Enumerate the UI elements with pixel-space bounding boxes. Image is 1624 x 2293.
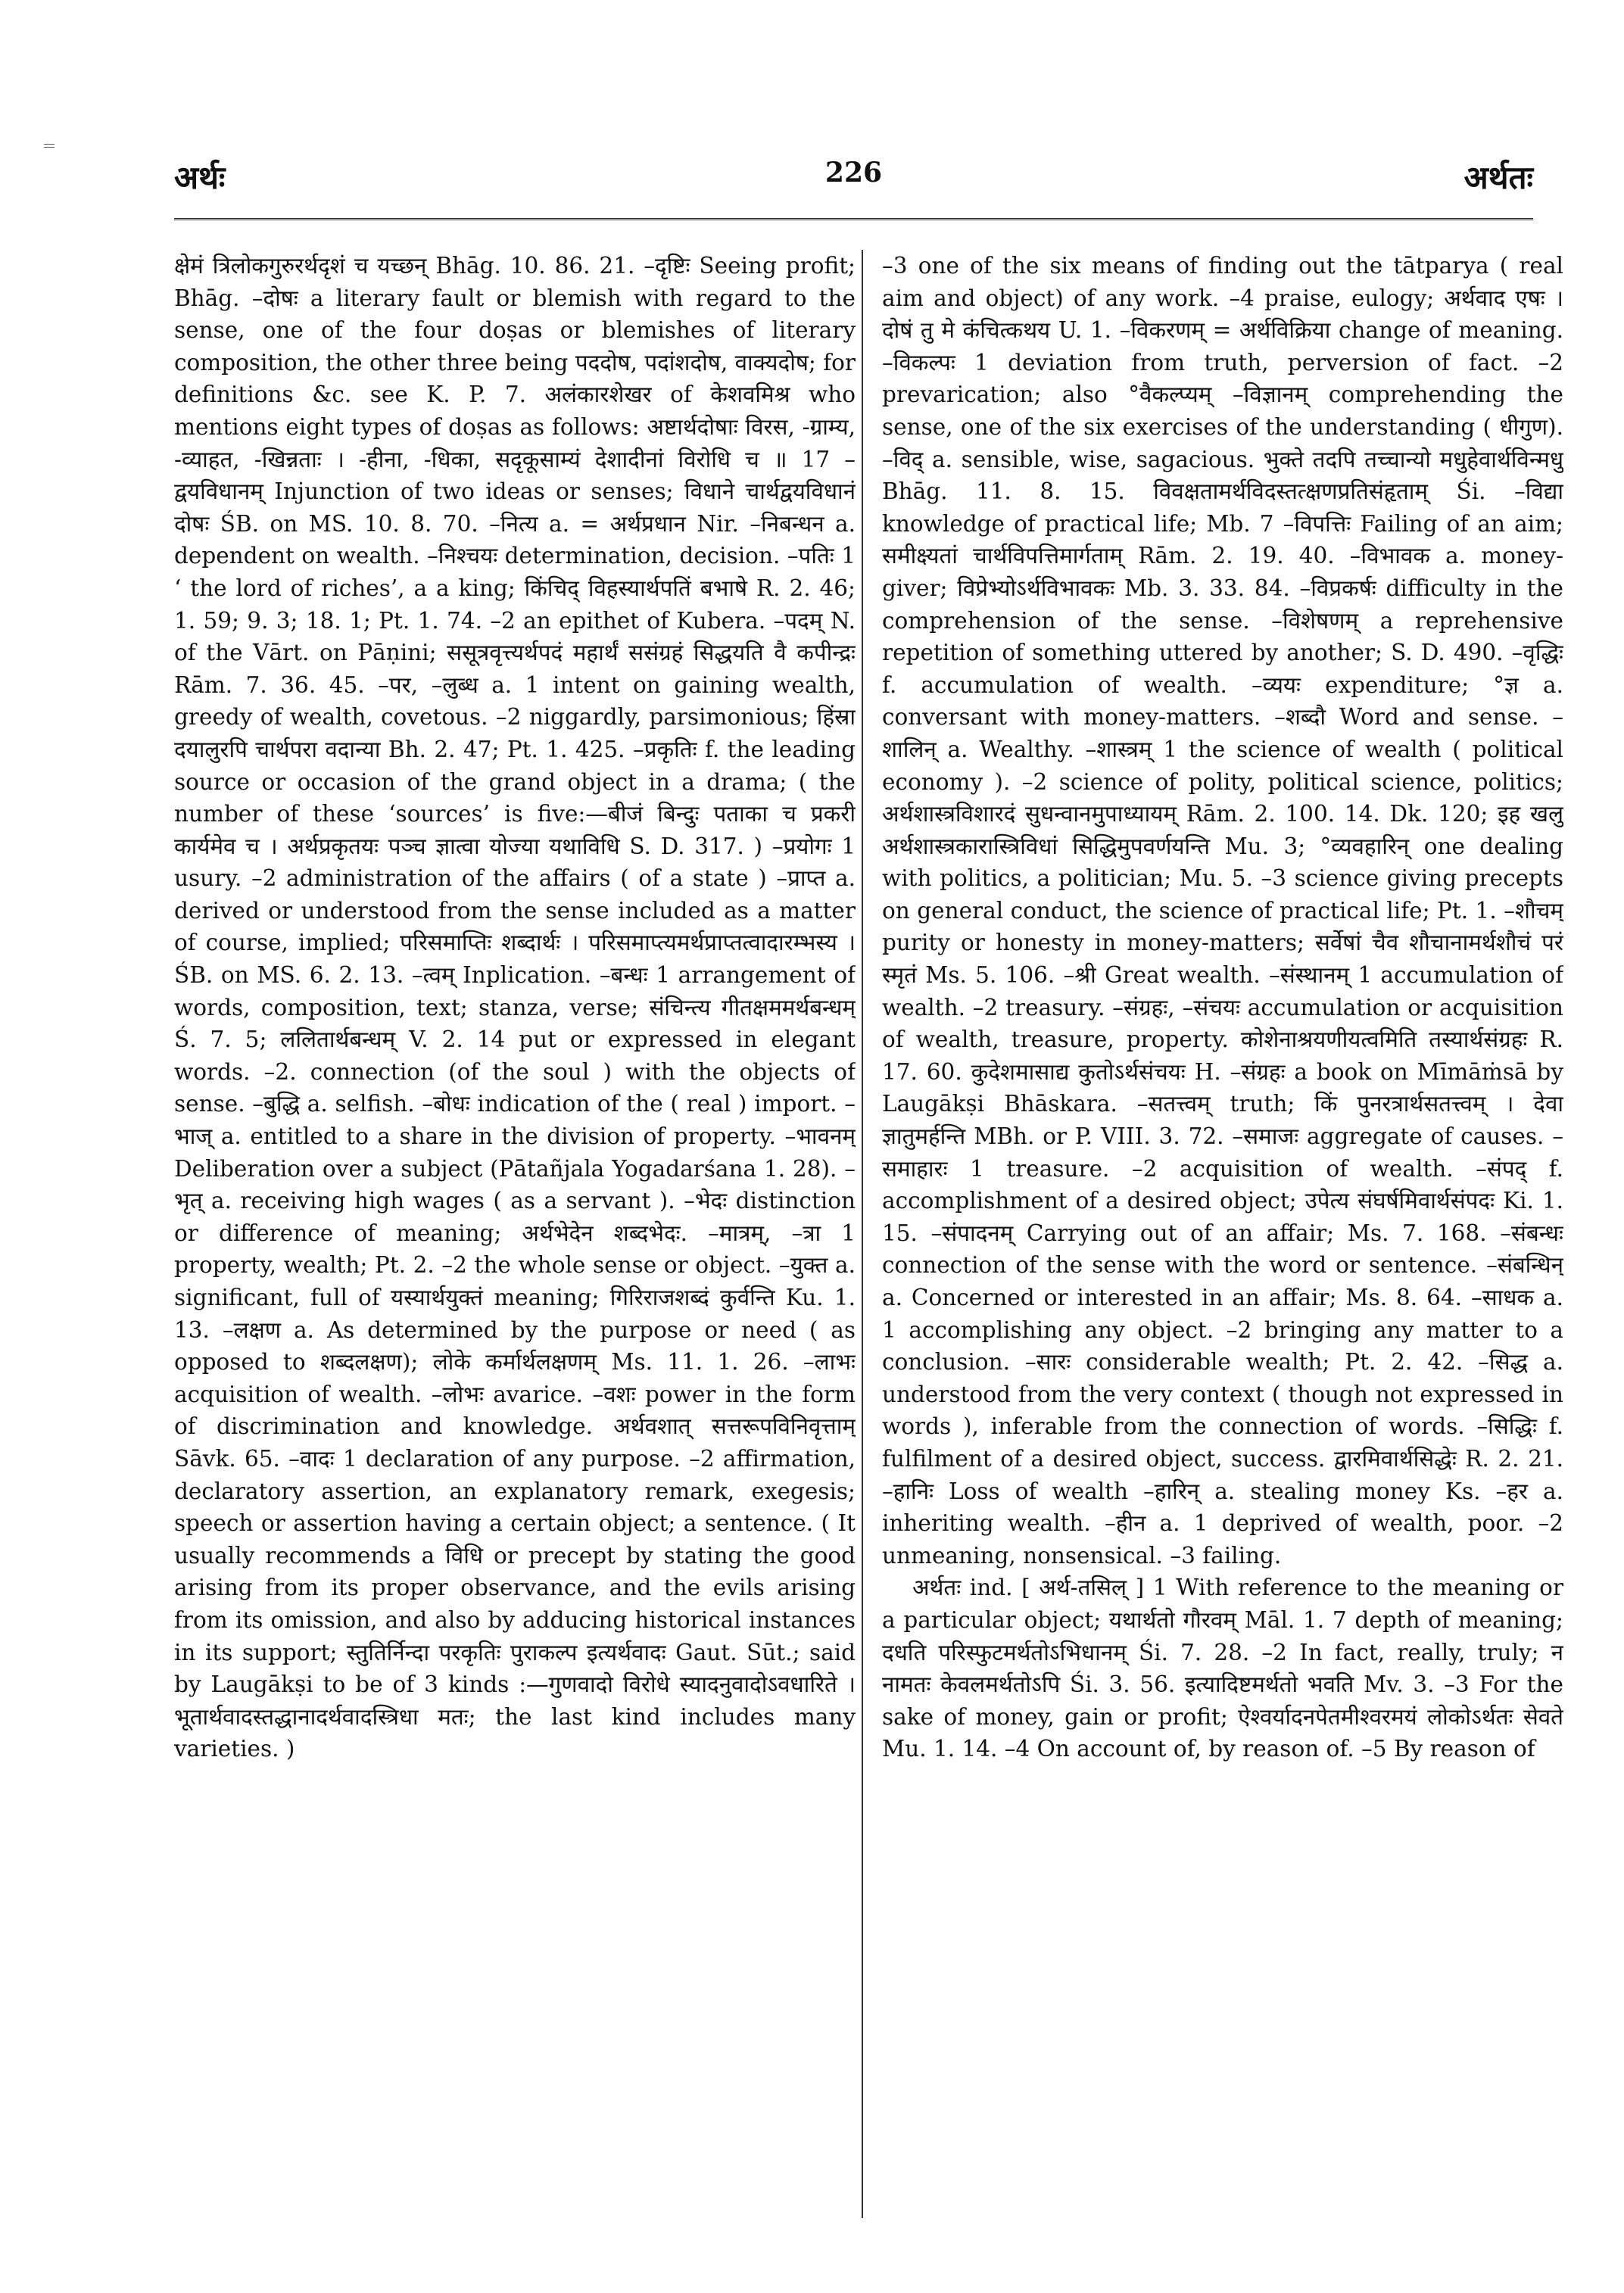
entry-arthatah: अर्थतः ind. [ अर्थ-तसिल् ] 1 With reference to the meaning or a particular object; यथार्थतो गौरवम् Māl. 1. 7 depth of meaning; दधति परिस्फुटमर्थतोऽभिधानम् Śi. 7. 28. –2 In fact, really, truly; न नामतः केवलमर्थतोऽपि Śi. 3. 56. इत्यादिष्टमर्थतो भवति Mv. 3. –3 For the sake of money, gain or profit; ऐश्वर्यादनपेतमीश्वरमयं लोकोऽर्थतः सेवते Mu. 1. 14. –4 On account of, by reason of. –5 By reason of [882,1575,1563,1762]
right-column-continuation: –3 one of the six means of finding out the tātparya ( real aim and object) of any work. –4 praise, eulogy; अर्थवाद एषः । दोषं तु मे कंचित्कथय U. 1. –विकरणम् = अर्थविक्रिया change of meaning. –विकल्पः 1 deviation from truth, perversion of fact. –2 prevarication; also °वैकल्प्यम् –विज्ञानम् comprehending the sense, one of the six exercises of the understanding ( धीगुण). –विद् a. sensible, wise, sagacious. भुक्ते तदपि तच्चान्यो मधुहेवार्थविन्मधु Bhāg. 11. 8. 15. विवक्षतामर्थविदस्तत्क्षणप्रतिसंहृताम् Śi. –विद्या knowledge of practical life; Mb. 7 –विपत्तिः Failing of an aim; समीक्ष्यतां चार्थविपत्तिमार्गताम् Rām. 2. 19. 40. –विभावक a. money-giver; विप्रेभ्योऽर्थविभावकः Mb. 3. 33. 84. –विप्रकर्षः difficulty in the comprehension of the sense. –विशेषणम् a reprehensive repetition of something uttered by another; S. D. 490. –वृद्धिः f. accumulation of wealth. –व्ययः expenditure; °ज्ञ a. conversant with money-matters. –शब्दौ Word and sense. –शालिन् a. Wealthy. –शास्त्रम् 1 the science of wealth ( political economy ). –2 science of polity, political science, politics; अर्थशास्त्रविशारदं सुधन्वानमुपाध्यायम् Rām. 2. 100. 14. Dk. 120; इह खलु अर्थशास्त्रकारास्त्रिविधां सिद्धिमुपवर्णयन्ति Mu. 3; °व्यवहारिन् one dealing with politics, a politician; Mu. 5. –3 science giving precepts on general conduct, the science of practical life; Pt. 1. –शौचम् purity or honesty in money-matters; सर्वेषां चैव शौचानामर्थशौचं परं स्मृतं Ms. 5. 106. –श्री Great wealth. –संस्थानम् 1 accumulation of wealth. –2 treasury. –संग्रहः, –संचयः accumulation or acquisition of wealth, treasure, property. कोशेनाश्रयणीयत्वमिति तस्यार्थसंग्रहः R. 17. 60. कुदेशमासाद्य कुतोऽर्थसंचयः H. –संग्रहः a book on Mīmāṁsā by Laugākṣi Bhāskara. –सतत्त्वम् truth; किं पुनरत्रार्थसतत्त्वम् । देवा ज्ञातुमर्हन्ति MBh. or P. VIII. 3. 72. –समाजः aggregate of causes. –समाहारः 1 treasure. –2 acquisition of wealth. –संपद् f. accomplishment of a desired object; उपेत्य संघर्षमिवार्थसंपदः Ki. 1. 15. –संपादनम् Carrying out of an affair; Ms. 7. 168. –संबन्धः connection of the sense with the word or sentence. –संबन्धिन् a. Concerned or interested in an affair; Ms. 8. 64. –साधक a. 1 accomplishing any object. –2 bringing any matter to a conclusion. –सारः considerable wealth; Pt. 2. 42. –सिद्ध a. understood from the very context ( though not expressed in words ), inferable from the connection of words. –सिद्धिः f. fulfilment of a desired object, success. द्वारमिवार्थसिद्धेः R. 2. 21. –हानिः Loss of wealth –हारिन् a. stealing money Ks. –हर a. inheriting wealth. –हीन a. 1 deprived of wealth, poor. –2 unmeaning, nonsensical. –3 failing. [882,253,1563,1569]
margin-mark [44,144,55,148]
right-column [882,250,1563,2248]
left-column-text: क्षेमं त्रिलोकगुरुरर्थदृशं च यच्छन् Bhāg. 10. 86. 21. –दृष्टिः Seeing profit; Bhāg. –दोषः a literary fault or blemish with regard to the sense, one of the four doṣas or blemishes of literary composition, the other three being पददोष, पदांशदोष, वाक्यदोष; for definitions &c. see K. P. 7. अलंकारशेखर of केशवमिश्र who mentions eight types of doṣas as follows: अष्टार्थदोषाः विरस, -ग्राम्य, -व्याहत, -खिन्नताः । -हीना, -धिका, सदृकूसाम्यं देशादीनां विरोधि च ॥ 17 –द्वयविधानम् Injunction of two ideas or senses; विधाने चार्थद्वयविधानं दोषः ŚB. on MS. 10. 8. 70. –नित्य a. = अर्थप्रधान Nir. –निबन्धन a. dependent on wealth. –निश्चयः determination, decision. –पतिः 1 ‘ the lord of riches’, a a king; किंचिद् विहस्यार्थपतिं बभाषे R. 2. 46; 1. 59; 9. 3; 18. 1; Pt. 1. 74. –2 an epithet of Kubera. –पदम् N. of the Vārt. on Pāṇini; ससूत्रवृत्त्यर्थपदं महार्थं ससंग्रहं सिद्धयति वै कपीन्द्रः Rām. 7. 36. 45. –पर, –लुब्ध a. 1 intent on gaining wealth, greedy of wealth, covetous. –2 niggardly, parsimonious; हिंस्रा दयालुरपि चार्थपरा वदान्या Bh. 2. 47; Pt. 1. 425. –प्रकृतिः f. the leading source or occasion of the grand object in a drama; ( the number of these ‘sources’ is five:—बीजं बिन्दुः पताका च प्रकरी कार्यमेव च । अर्थप्रकृतयः पञ्च ज्ञात्वा योज्या यथाविधि S. D. 317. ) –प्रयोगः 1 usury. –2 administration of the affairs ( of a state ) –प्राप्त a. derived or understood from the sense included as a matter of course, implied; परिसमाप्तिः शब्दार्थः । परिसमाप्त्यमर्थप्राप्तत्वादारम्भस्य । ŚB. on MS. 6. 2. 13. –त्वम् Inplication. –बन्धः 1 arrangement of words, composition, text; stanza, verse; संचिन्त्य गीतक्षममर्थबन्धम् Ś. 7. 5; ललितार्थबन्धम् V. 2. 14 put or expressed in elegant words. –2. connection (of the soul ) with the objects of sense. –बुद्धि a. selfish. –बोधः indication of the ( real ) import. –भाज् a. entitled to a share in the division of property. –भावनम् Deliberation over a subject (Pātañjala Yogadarśana 1. 28). –भृत् a. receiving high wages ( as a servant ). –भेदः distinction or difference of meaning; अर्थभेदेन शब्दभेदः. –मात्रम्, –त्रा 1 property, wealth; Pt. 2. –2 the whole sense or object. –युक्त a. significant, full of यस्यार्थयुक्तं meaning; गिरिराजशब्दं कुर्वन्ति Ku. 1. 13. –लक्षण a. As determined by the purpose or need ( as opposed to शब्दलक्षण); लोके कर्मार्थलक्षणम् Ms. 11. 1. 26. –लाभः acquisition of wealth. –लोभः avarice. –वशः power in the form of discrimination and knowledge. अर्थवशात् सत्तरूपविनिवृत्ताम् Sāvk. 65. –वादः 1 declaration of any purpose. –2 affirmation, declaratory assertion, an explanatory remark, exegesis; speech or assertion having a certain object; a sentence. ( It usually recommends a विधि or precept by stating the good arising from its proper observance, and the evils arising from its omission, and also by adducing historical instances in its support; स्तुतिर्निन्दा परकृतिः पुराकल्प इत्यर्थवादः Gaut. Sūt.; said by Laugākṣi to be of 3 kinds :—गुणवादो विरोधे स्यादनुवादोऽवधारिते । भूतार्थवादस्तद्धानादर्थवादस्त्रिधा मतः; the last kind includes many varieties. ) [174,253,856,1762]
left-column [174,250,856,2248]
page-header [174,155,1533,208]
left-running-headword: अर्थः [174,159,226,196]
page-number: 226 [824,157,883,188]
header-rule [174,218,1533,220]
column-divider [862,250,863,2218]
right-running-headword: अर्थतः [1463,159,1533,196]
